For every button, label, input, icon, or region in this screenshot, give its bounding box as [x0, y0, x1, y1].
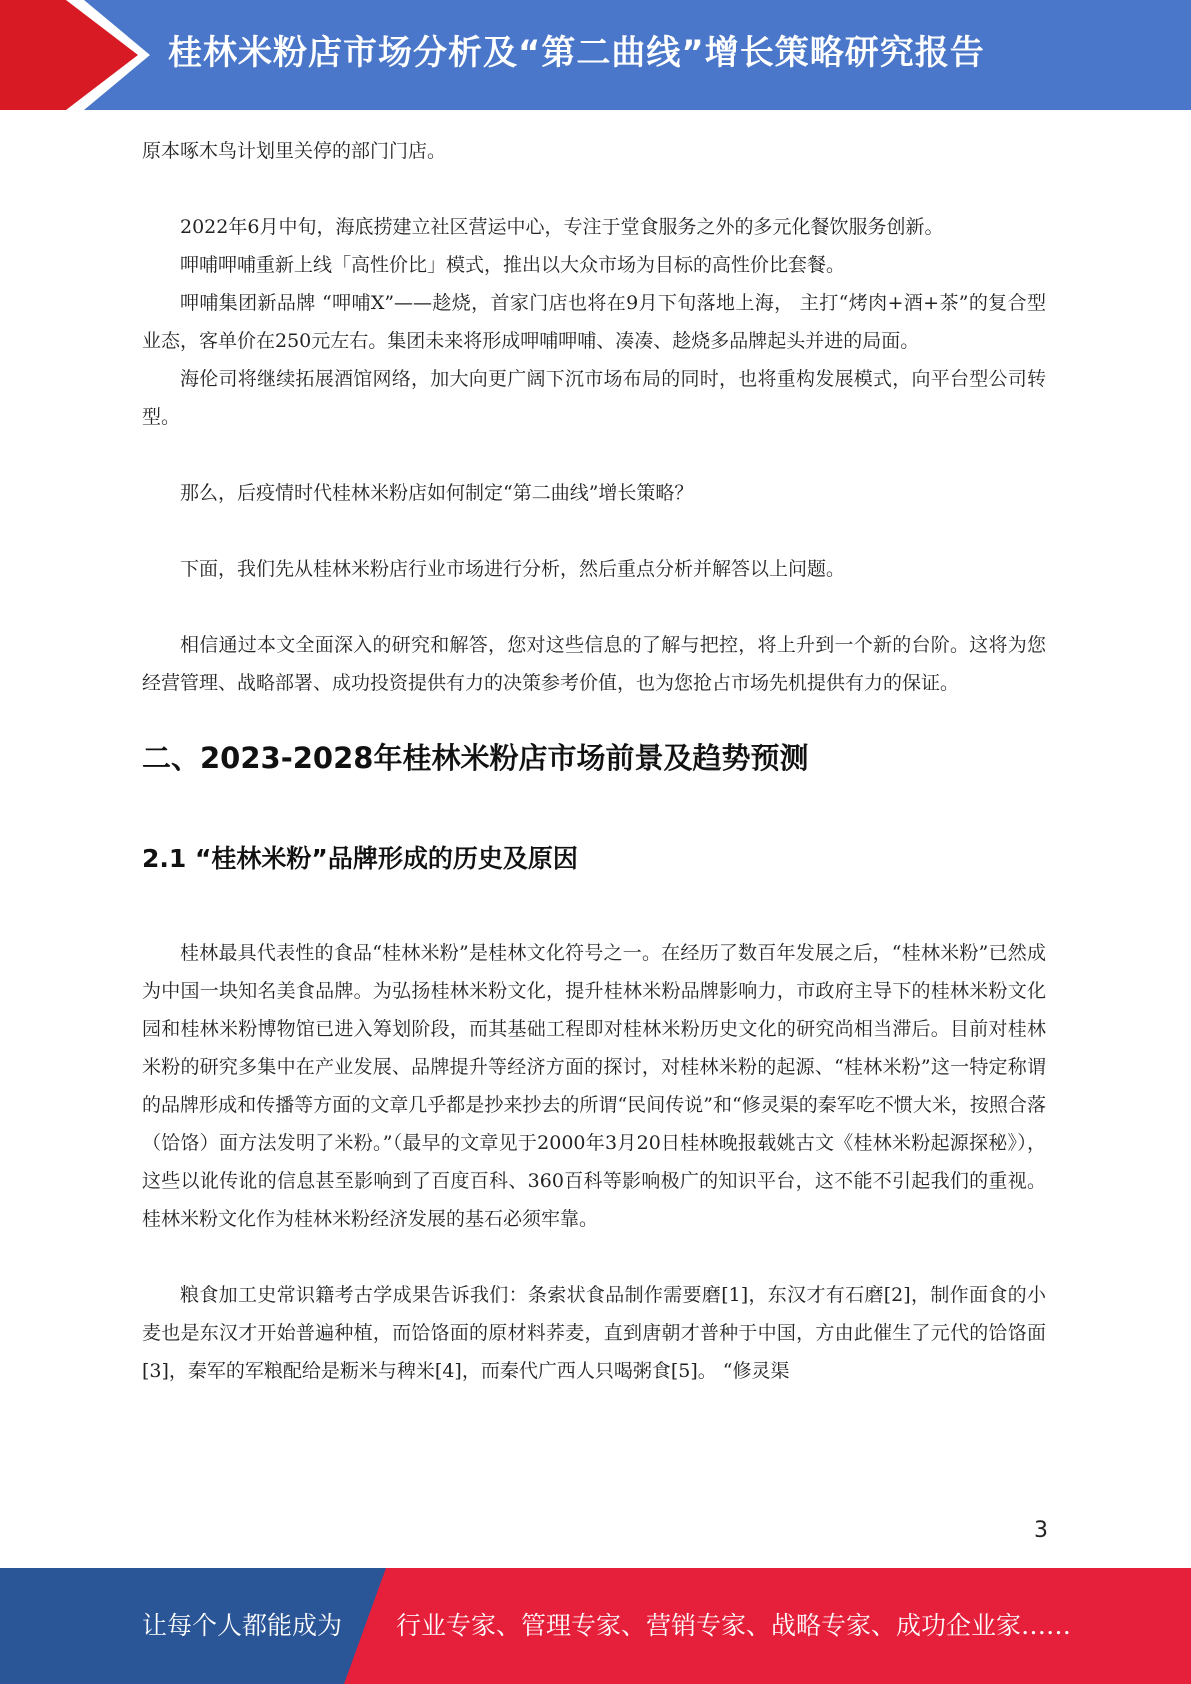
footer-slogan-left: 让每个人都能成为 — [142, 1611, 343, 1640]
paragraph: 2022年6月中旬，海底捞建立社区营运中心，专注于堂食服务之外的多元化餐饮服务创新。 — [180, 216, 944, 238]
page-footer — [0, 1568, 1191, 1684]
subsection-heading: 2.1 “桂林米粉”品牌形成的历史及原因 — [142, 844, 578, 873]
paragraph: 粮食加工史常识籍考古学成果告诉我们：条索状食品制作需要磨[1]，东汉才有石磨[2]，制作面食的小麦也是东汉才开始普遍种植，而饸饹面的原材料荞麦，直到唐朝才普种于中国，方由此催生了元代的饸饹面[3]，秦军的军粮配给是粝米与稗米[4]，而秦代广西人只喝粥食[5]。 “修灵渠 — [142, 1284, 1046, 1382]
paragraph: 桂林最具代表性的食品“桂林米粉”是桂林文化符号之一。在经历了数百年发展之后，“桂林米粉”已然成为中国一块知名美食品牌。为弘扬桂林米粉文化，提升桂林米粉品牌影响力，市政府主导下的桂林米粉文化园和桂林米粉博物馆已进入筹划阶段，而其基础工程即对桂林米粉历史文化的研究尚相当滞后。目前对桂林米粉的研究多集中在产业发展、品牌提升等经济方面的探讨，对桂林米粉的起源、“桂林米粉”这一特定称谓的品牌形成和传播等方面的文章几乎都是抄来抄去的所谓“民间传说”和“修灵渠的秦军吃不惯大米，按照合落（饸饹）面方法发明了米粉。”（最早的文章见于2000年3月20日桂林晚报载姚古文《桂林米粉起源探秘》），这些以讹传讹的信息甚至影响到了百度百科、360百科等影响极广的知识平台，这不能不引起我们的重视。桂林米粉文化作为桂林米粉经济发展的基石必须牢靠。 — [142, 942, 1046, 1230]
page-content — [142, 132, 1046, 1390]
paragraph: 原本啄木鸟计划里关停的部门门店。 — [142, 140, 447, 162]
paragraph: 那么，后疫情时代桂林米粉店如何制定“第二曲线”增长策略？ — [180, 482, 694, 504]
paragraph: 下面，我们先从桂林米粉店行业市场进行分析，然后重点分析并解答以上问题。 — [180, 558, 846, 580]
page-number: 3 — [1034, 1518, 1048, 1543]
footer-slogan-right: 行业专家、管理专家、营销专家、战略专家、成功企业家…… — [396, 1611, 1072, 1640]
paragraph: 相信通过本文全面深入的研究和解答，您对这些信息的了解与把控，将上升到一个新的台阶。这将为您经营管理、战略部署、成功投资提供有力的决策参考价值，也为您抢占市场先机提供有力的保证。 — [142, 634, 1046, 694]
section-heading: 二、2023-2028年桂林米粉店市场前景及趋势预测 — [142, 741, 809, 775]
header-chevron — [0, 0, 138, 110]
paragraph: 海伦司将继续拓展酒馆网络，加大向更广阔下沉市场布局的同时，也将重构发展模式，向平台型公司转型。 — [142, 368, 1046, 428]
header-title: 桂林米粉店市场分析及“第二曲线”增长策略研究报告 — [168, 33, 985, 73]
paragraph: 呷哺呷哺重新上线「高性价比」模式，推出以大众市场为目标的高性价比套餐。 — [180, 254, 846, 276]
paragraph: 呷哺集团新品牌 “呷哺X”——趁烧，首家门店也将在9月下旬落地上海， 主打“烤肉+酒+茶”的复合型业态，客单价在250元左右。集团未来将形成呷哺呷哺、凑凑、趁烧多品牌起头并进的局面。 — [142, 292, 1046, 352]
page-header — [0, 0, 1191, 110]
